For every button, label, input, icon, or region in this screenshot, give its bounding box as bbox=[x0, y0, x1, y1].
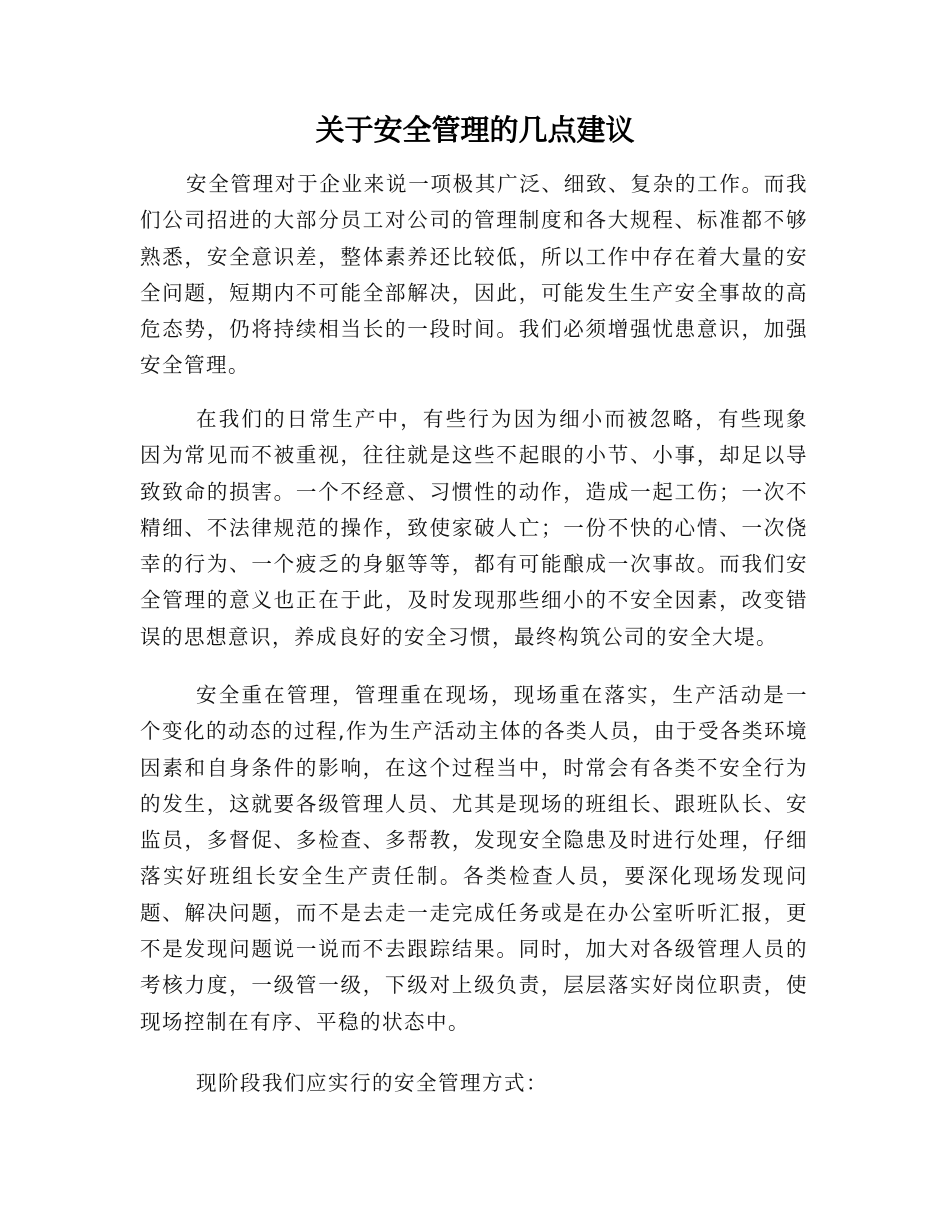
paragraph-methods-heading: 现阶段我们应实行的安全管理方式： bbox=[196, 1071, 548, 1095]
paragraph-intro: 安全管理对于企业来说一项极其广泛、细致、复杂的工作。而我们公司招进的大部分员工对公司的管理制度和各大规程、标准都不够熟悉，安全意识差，整体素养还比较低，所以工作中存在着大量的安全问题，短期内不可能全部解决，因此，可能发生生产安全事故的高危态势，仍将持续相当长的一段时间。我们必须增强忧患意识，加强安全管理。 bbox=[140, 172, 808, 378]
paragraph-management: 安全重在管理，管理重在现场，现场重在落实，生产活动是一个变化的动态的过程,作为生产活动主体的各类人员，由于受各类环境因素和自身条件的影响，在这个过程当中，时常会有各类不安全行为的发生，这就要各级管理人员、尤其是现场的班组长、跟班队长、安监员，多督促、多检查、多帮教，发现安全隐患及时进行处理，仔细落实好班组长安全生产责任制。各类检查人员，要深化现场发现问题、解决问题，而不是去走一走完成任务或是在办公室听听汇报，更不是发现问题说一说而不去跟踪结果。同时，加大对各级管理人员的考核力度，一级管一级，下级对上级负责，层层落实好岗位职责，使现场控制在有序、平稳的状态中。 bbox=[140, 683, 809, 1034]
document-title: 关于安全管理的几点建议 bbox=[315, 113, 635, 147]
paragraph-details: 在我们的日常生产中，有些行为因为细小而被忽略，有些现象因为常见而不被重视，往往就是这些不起眼的小节、小事，却足以导致致命的损害。一个不经意、习惯性的动作，造成一起工伤；一次不精细、不法律规范的操作，致使家破人亡；一份不快的心情、一次侥幸的行为、一个疲乏的身躯等等，都有可能酿成一次事故。而我们安全管理的意义也正在于此，及时发现那些细小的不安全因素，改变错误的思想意识，养成良好的安全习惯，最终构筑公司的安全大堤。 bbox=[140, 407, 808, 649]
